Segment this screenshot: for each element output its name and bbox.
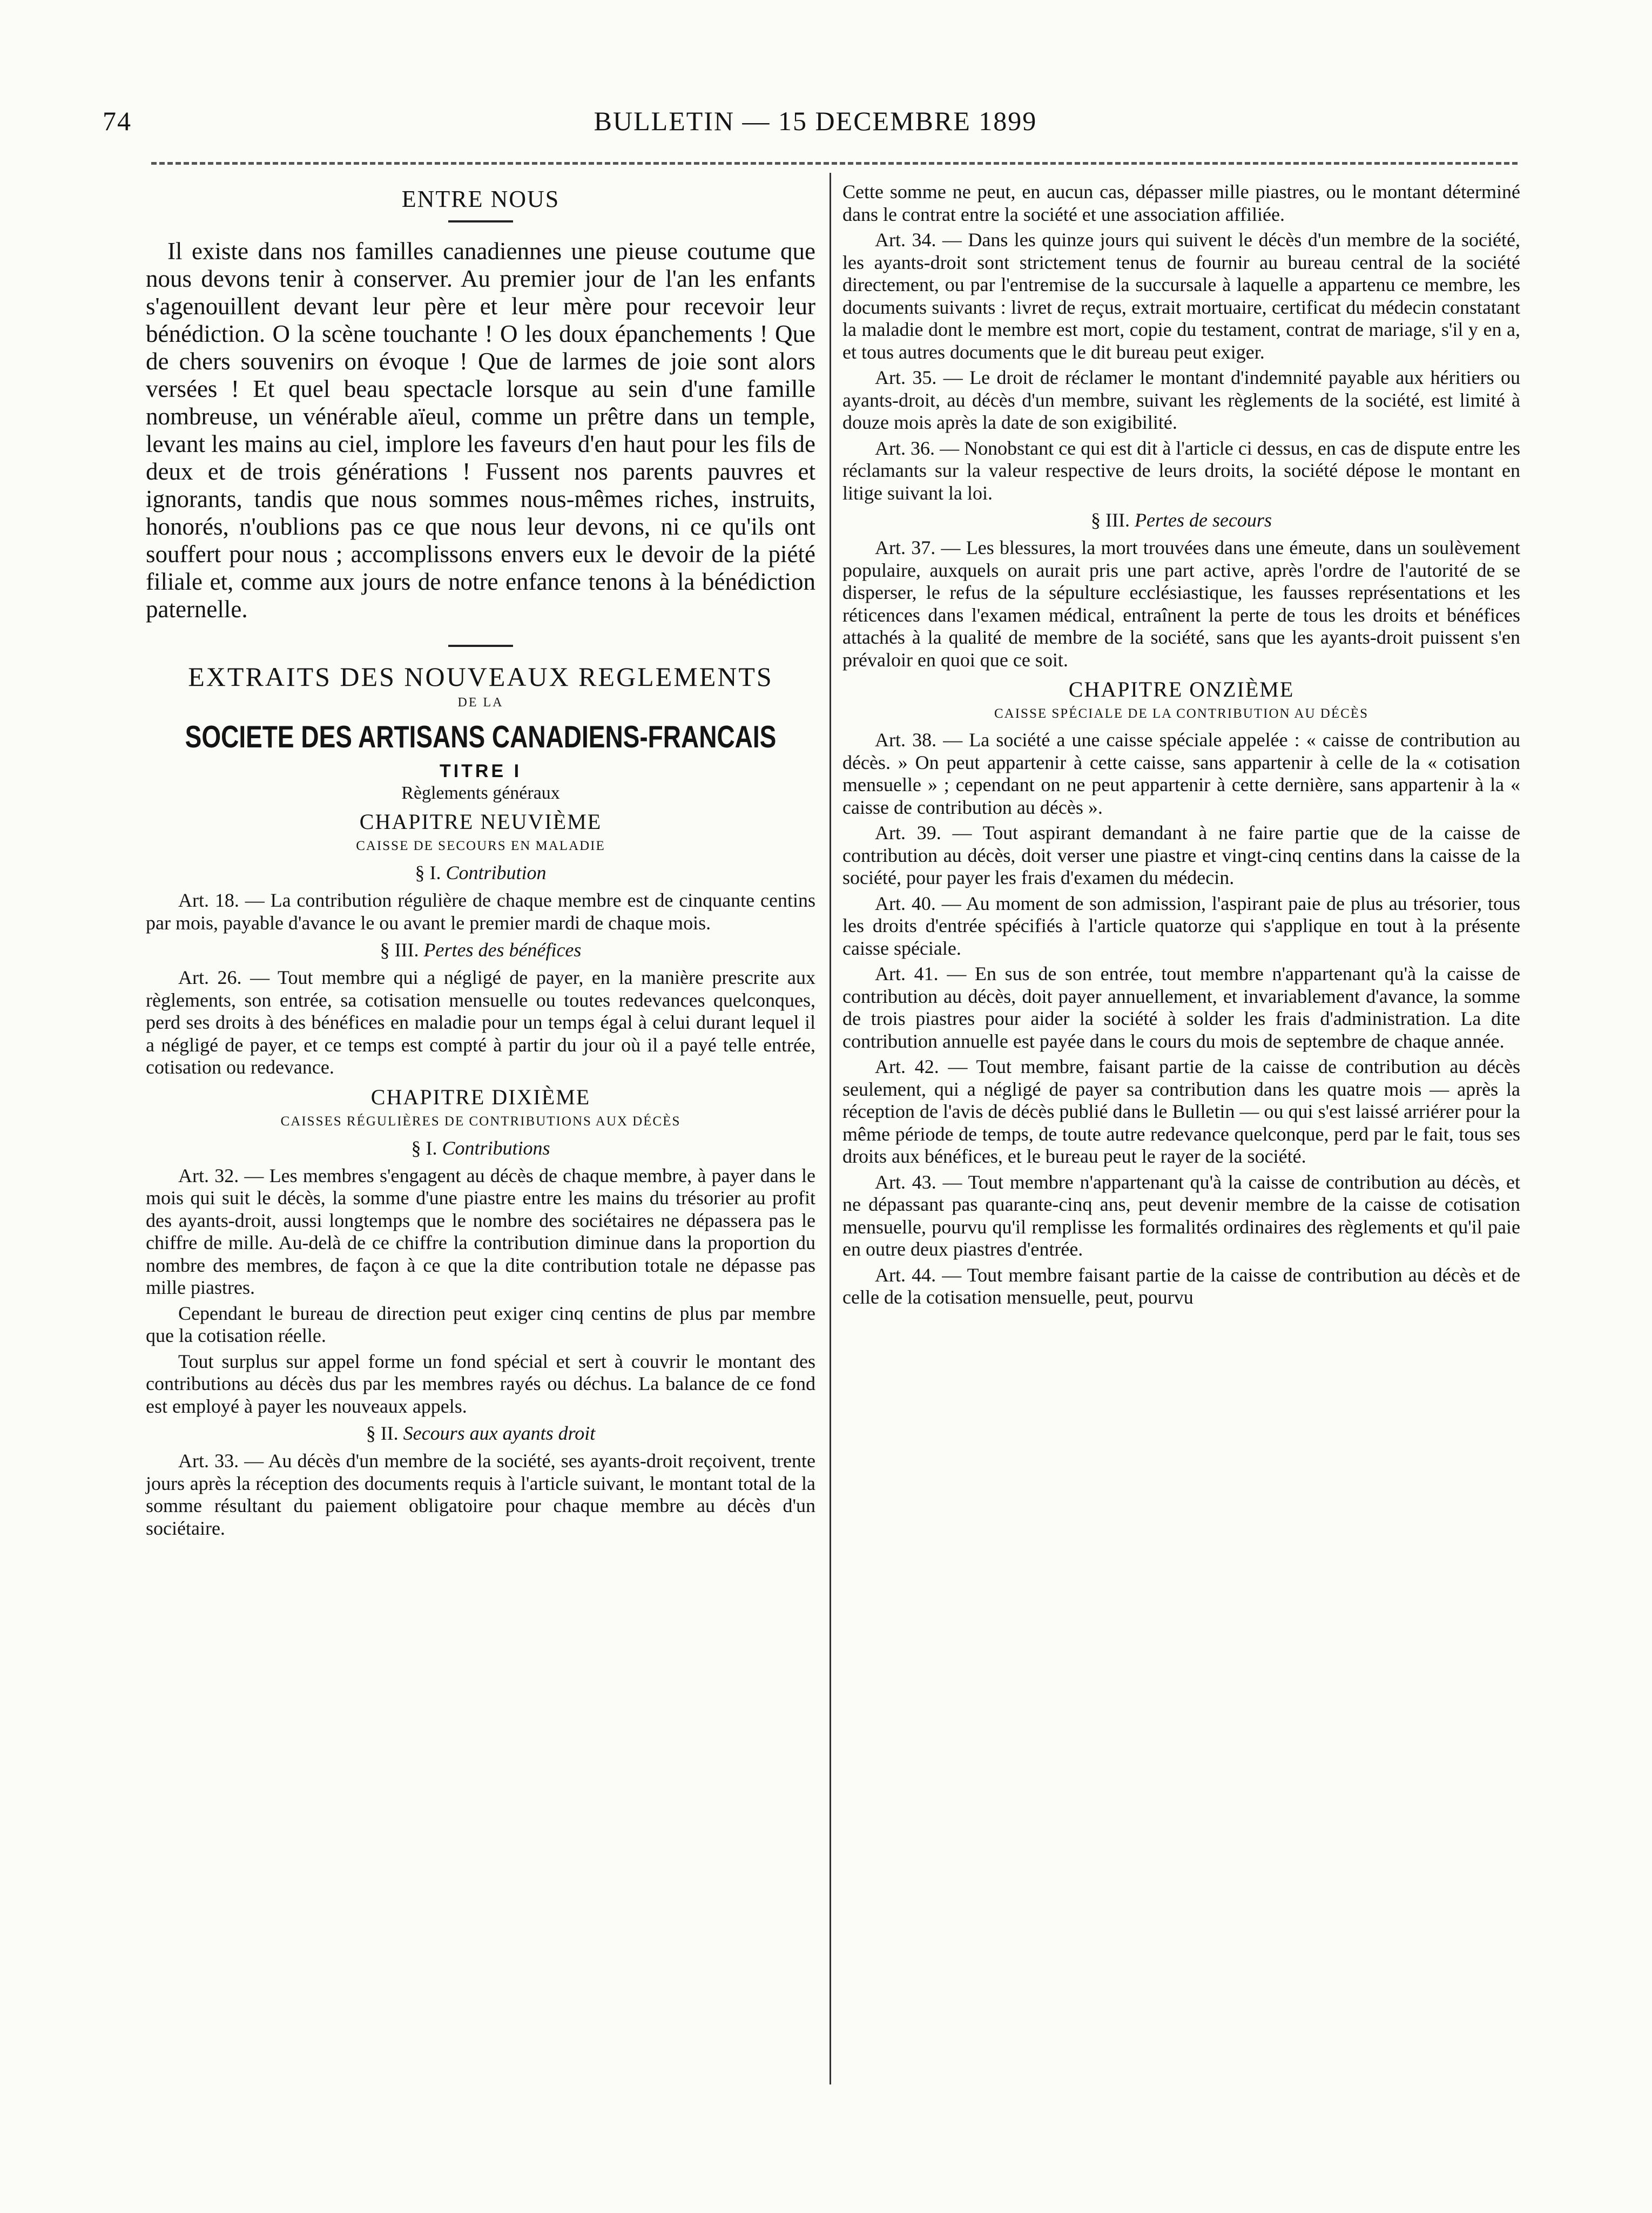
caisse-maladie-heading: CAISSE DE SECOURS EN MALADIE: [356, 839, 605, 853]
article-text: — Tout membre faisant partie de la caisse de contribution au décès et de celle de la cotisation mensuelle, peut, pourvu: [842, 1264, 1520, 1308]
entre-nous-title: ENTRE NOUS: [401, 186, 560, 212]
right-column: [842, 181, 1520, 1312]
extraits-heading: EXTRAITS DES NOUVEAUX REGLEMENTS: [188, 662, 773, 692]
article-number: Art. 39.: [875, 822, 941, 844]
article-37: [842, 537, 1520, 671]
article-text: — Nonobstant ce qui est dit à l'article ci dessus, en cas de dispute entre les réclamants sur la valeur respective de leurs droits, la société dépose le montant en litige suivant la loi.: [842, 437, 1521, 504]
article-text: — La société a une caisse spéciale appelée : « caisse de contribution au décès. » On peut appartenir à cette caisse, sans appartenir à celle de la « cotisation mensuelle » ; cependant on ne peut appartenir à cette dernière, sans appartenir à la « caisse de contribution au décès ».: [842, 729, 1521, 818]
article-text: — Tout membre, faisant partie de la caisse de contribution au décès seulement, qui a négligé de payer sa contribution dans les quatre mois — après la réception de l'avis de décès publié dans le Bulletin — ou qui s'est laissé arriérer pour la même période de temps, de toute autre redevance quelconque, perd par le fait, tous ses droits aux bénéfices, et le bureau peut le rayer de la société.: [842, 1056, 1520, 1167]
article-text: — Le droit de réclamer le montant d'indemnité payable aux héritiers ou ayants-droit, au décès d'un membre, suivant les règlements de la société, est limité à douze mois après la date de son exigibilité.: [842, 367, 1520, 433]
section-rule: [448, 645, 513, 647]
article-number: Art. 38.: [875, 729, 937, 751]
article-number: Art. 32.: [178, 1164, 239, 1186]
article-number: Art. 41.: [875, 963, 939, 984]
article-number: Art. 43.: [875, 1171, 936, 1193]
article-33-continued: Cette somme ne peut, en aucun cas, dépasser mille piastres, ou le montant déterminé dans le contrat entre la société et une association affiliée.: [842, 181, 1520, 225]
caisse-speciale-heading: CAISSE SPÉCIALE DE LA CONTRIBUTION AU DÉCÈS: [994, 706, 1368, 721]
article-number: Art. 35.: [875, 367, 937, 388]
article-42: [842, 1056, 1520, 1168]
article-number: Art. 40.: [875, 892, 936, 914]
society-name: SOCIETE DES ARTISANS CANADIENS-FRANCAIS: [185, 719, 777, 754]
column-divider: [830, 173, 831, 2084]
article-text: — Tout membre qui a négligé de payer, en la manière prescrite aux règlements, son entrée, sa cotisation mensuelle ou toutes redevances quelconques, perd ses droits à des bénéfices en maladie pour un temps égal à celui durant lequel il a négligé de payer, et ce temps est compté à partir du jour où il a payé telle entrée, cotisation ou redevance.: [146, 967, 815, 1078]
article-number: Art. 44.: [875, 1264, 936, 1286]
article-41: [842, 963, 1520, 1052]
running-title: BULLETIN — 15 DECEMBRE 1899: [594, 106, 1037, 136]
article-number: Art. 33.: [178, 1450, 239, 1472]
section-contribution: [146, 861, 815, 884]
article-36: [842, 437, 1520, 505]
section-title: Contribution: [446, 862, 547, 883]
article-18: [146, 889, 815, 934]
article-number: Art. 34.: [875, 229, 936, 251]
article-38: [842, 729, 1520, 819]
running-header: [103, 100, 1528, 143]
article-26: [146, 967, 815, 1079]
article-text: — Les membres s'engagent au décès de chaque membre, à payer dans le mois qui suit le décès, la somme d'une piastre entre les mains du trésorier au profit des ayants-droit, aussi longtemps que le nombre des sociétaires ne dépassera pas le chiffre de mille. Au-delà de ce chiffre la contribution diminue dans la proportion du nombre des membres, de façon à ce que la dite contribution totale ne dépasse pas mille piastres.: [146, 1164, 815, 1298]
section-title: Contributions: [442, 1137, 550, 1159]
article-35: [842, 367, 1520, 434]
header-rule: [151, 162, 1518, 165]
title-rule: [448, 220, 513, 222]
section-title: Pertes de secours: [1135, 509, 1272, 531]
section-contributions: [146, 1137, 815, 1159]
article-34: [842, 229, 1520, 363]
article-number: Art. 37.: [875, 537, 936, 558]
section-pertes-benefices: [146, 939, 815, 961]
section-symbol: § III.: [380, 939, 419, 961]
article-number: Art. 42.: [875, 1056, 939, 1077]
left-column: [146, 181, 815, 1543]
article-44: [842, 1264, 1520, 1309]
section-title: Pertes des bénéfices: [423, 939, 582, 961]
article-39: [842, 822, 1520, 889]
entre-nous-text: Il existe dans nos familles canadiennes une pieuse coutume que nous devons tenir à conserver. Au premier jour de l'an les enfants s'agenouillent devant leur père et leur mère pour recevoir leur bénédiction. O la scène touchante ! O les doux épanchements ! Que de chers souvenirs on évoque ! Que de larmes de joie sont alors versées ! Et quel beau spectacle lorsque au sein d'une famille nombreuse, un vénérable aïeul, comme un prêtre dans un temple, levant les mains au ciel, implore les faveurs d'en haut pour les fils de deux et de trois générations ! Fussent nos parents pauvres et ignorants, tandis que nous sommes nous-mêmes riches, instruits, honorés, n'oublions pas ce que nous leur devons, ni ce qu'ils ont souffert pour nous ; accomplissons envers eux le devoir de la piété filiale et, comme aux jours de notre enfance tenons à la bénédiction paternelle.: [146, 238, 815, 623]
chapter-11-heading: CHAPITRE ONZIÈME: [1068, 677, 1294, 701]
section-pertes-secours: [842, 509, 1520, 531]
article-text: — Au moment de son admission, l'aspirant paie de plus au trésorier, tous les droits d'entrée spécifiés à l'article quatorze qui s'applique en tout à la présente caisse spéciale.: [842, 892, 1520, 959]
reglements-generaux: Règlements généraux: [401, 783, 560, 803]
article-32: [146, 1165, 815, 1299]
article-text: — La contribution régulière de chaque membre est de cinquante centins par mois, payable d'avance le ou avant le premier mardi de chaque mois.: [146, 889, 815, 934]
article-number: Art. 18.: [178, 889, 239, 911]
de-la-line: DE LA: [457, 696, 504, 710]
chapter-9-heading: CHAPITRE NEUVIÈME: [359, 809, 602, 834]
article-text: — Les blessures, la mort trouvées dans une émeute, dans un soulèvement populaire, auxquels on aurait pris une part active, après l'ordre de l'autorité de se disperser, le refus de la sépulture ecclésiastique, les fausses représentations et les réticences dans l'examen médical, entraînent la perte de tous les droits et bénéfices attachés à la qualité de membre de la société, sans que les ayants-droit puissent s'en prévaloir en quoi que ce soit.: [842, 537, 1521, 671]
article-number: Art. 36.: [875, 437, 935, 459]
section-symbol: § I.: [411, 1137, 437, 1159]
article-text: — Dans les quinze jours qui suivent le décès d'un membre de la société, les ayants-droit sont strictement tenus de fournir au bureau central de la société directement, ou par l'entremise de la succursale à laquelle a appartenu ce membre, les documents suivants : livret de reçus, extrait mortuaire, certificat du médecin constatant la maladie dont le membre est mort, copie du testament, contrat de mariage, s'il y en a, et tous autres documents que le dit bureau peut exiger.: [842, 229, 1520, 363]
caisses-regulieres-heading: CAISSES RÉGULIÈRES DE CONTRIBUTIONS AUX DÉCÈS: [280, 1114, 681, 1129]
article-text: — En sus de son entrée, tout membre n'appartenant qu'à la caisse de contribution au décès, doit payer annuellement, et invariablement d'avance, la somme de trois piastres pour aider la société à solder les frais d'administration. La dite contribution annuelle est payée dans le cours du mois de septembre de chaque année.: [842, 963, 1520, 1052]
section-secours: [146, 1422, 815, 1445]
section-symbol: § II.: [366, 1422, 399, 1444]
article-32-paragraph-2: Cependant le bureau de direction peut exiger cinq centins de plus par membre que la cotisation réelle.: [146, 1302, 815, 1346]
article-text: — Au décès d'un membre de la société, ses ayants-droit reçoivent, trente jours après la réception des documents requis à l'article suivant, le montant total de la somme résultant du paiement obligatoire pour chaque membre au décès d'un sociétaire.: [146, 1450, 816, 1539]
article-33: [146, 1450, 815, 1540]
section-symbol: § I.: [415, 862, 441, 883]
page-number: 74: [103, 106, 132, 136]
section-title: Secours aux ayants droit: [403, 1422, 596, 1444]
article-text: — Tout aspirant demandant à ne faire partie que de la caisse de contribution au décès, doit verser une piastre et vingt-cinq centins dans la caisse de la société, pour payer les frais d'examen du médecin.: [842, 822, 1520, 888]
article-40: [842, 893, 1520, 960]
article-text: — Tout membre n'appartenant qu'à la caisse de contribution au décès, et ne dépassant pas quarante-cinq ans, peut devenir membre de la caisse de cotisation mensuelle, pourvu qu'il remplisse les formalités ordinaires des règlements et qu'il paie en outre deux piastres d'entrée.: [842, 1171, 1521, 1260]
section-symbol: § III.: [1091, 509, 1130, 531]
chapter-10-heading: CHAPITRE DIXIÈME: [370, 1084, 591, 1109]
article-32-paragraph-3: Tout surplus sur appel forme un fond spécial et sert à couvrir le montant des contributions au décès dus par les membres rayés ou déchus. La balance de ce fond est employé à payer les nouveaux appels.: [146, 1350, 815, 1417]
article-43: [842, 1171, 1520, 1261]
titre-heading: TITRE I: [439, 761, 522, 781]
article-number: Art. 26.: [178, 967, 242, 988]
